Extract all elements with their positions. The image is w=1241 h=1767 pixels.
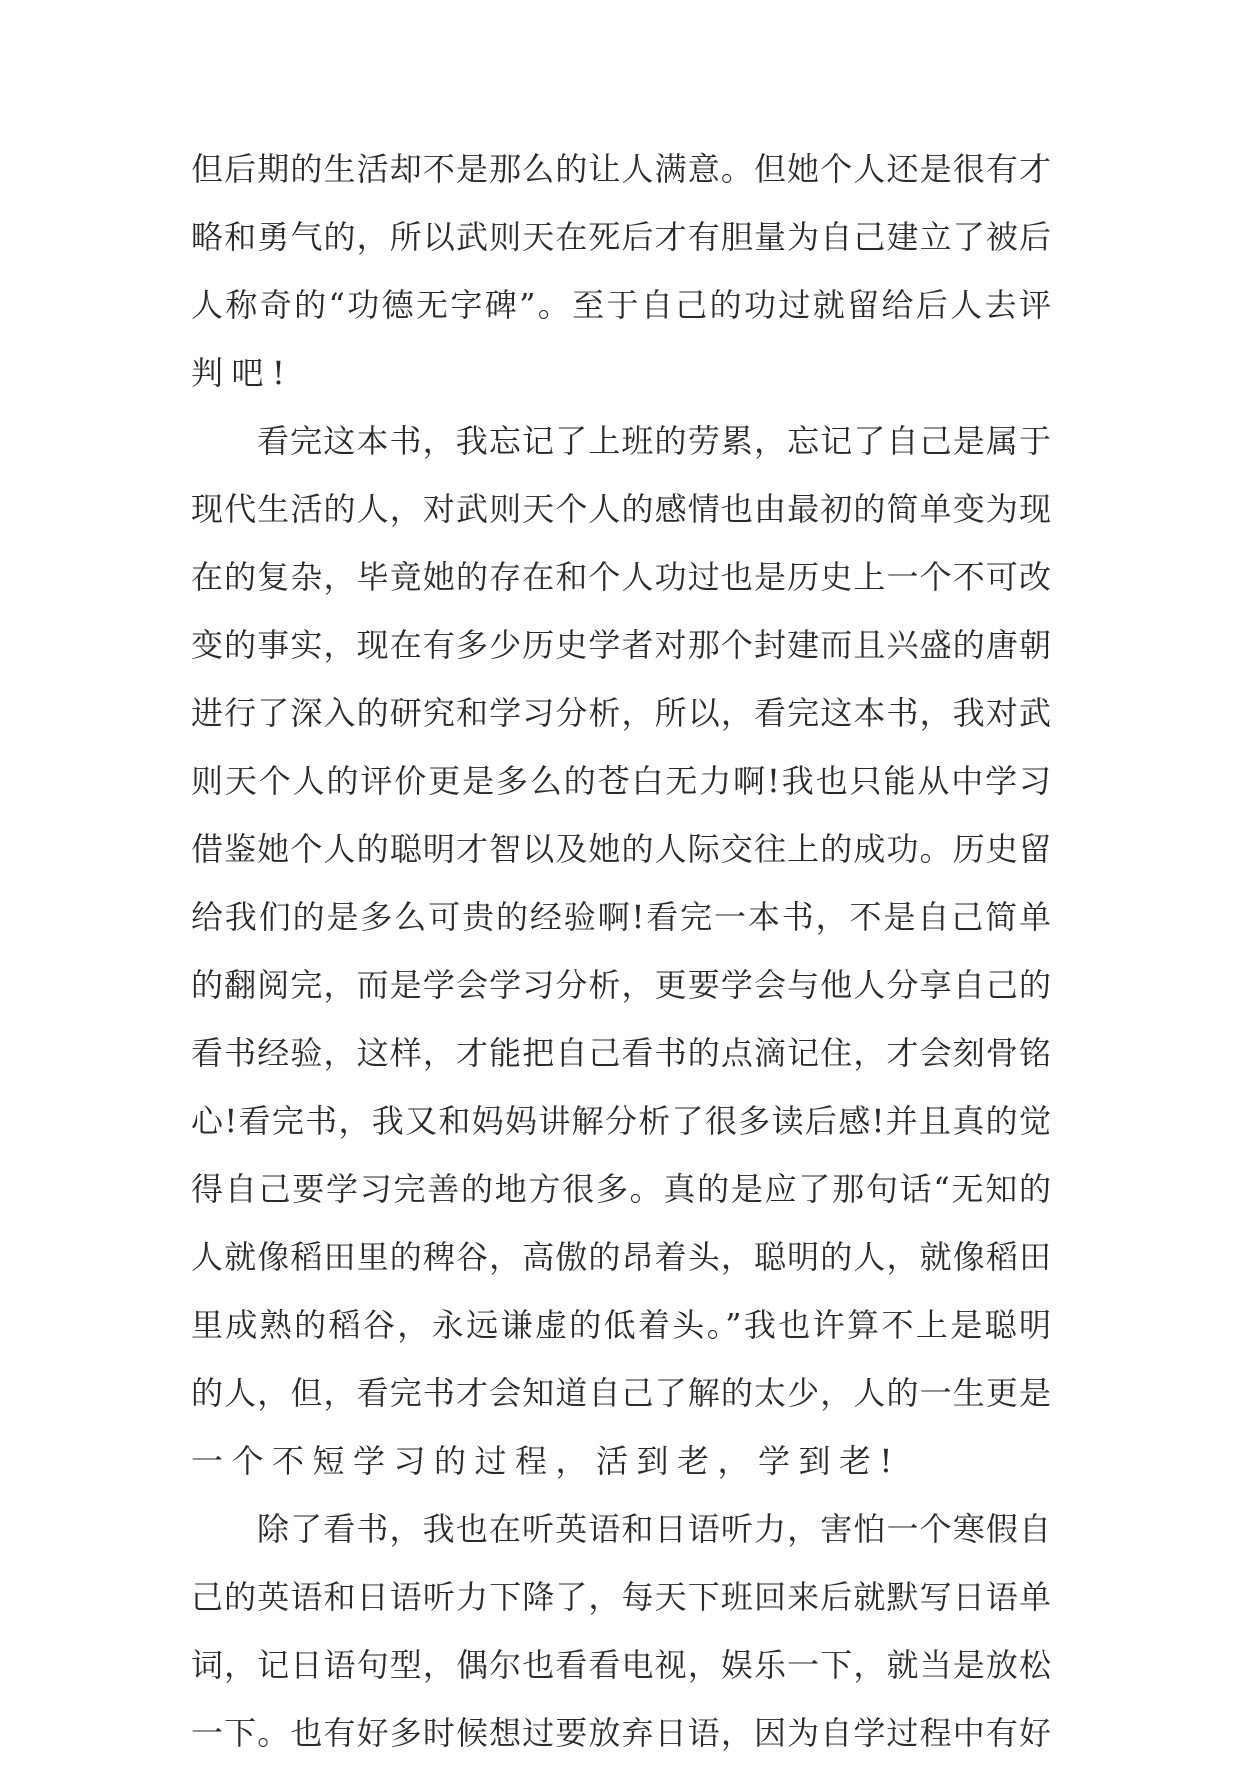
text-line: 但后期的生活却不是那么的让人满意。但她个人还是很有才 <box>191 150 1051 188</box>
text-line: 得自己要学习完善的地方很多。真的是应了那句话“无知的 <box>191 1170 1051 1208</box>
text-line: 里成熟的稻谷，永远谦虚的低着头。”我也许算不上是聪明 <box>191 1306 1051 1344</box>
text-line: 己的英语和日语听力下降了，每天下班回来后就默写日语单 <box>191 1578 1051 1616</box>
text-line: 变的事实，现在有多少历史学者对那个封建而且兴盛的唐朝 <box>191 626 1051 664</box>
text-line: 的人，但，看完书才会知道自己了解的太少，人的一生更是 <box>191 1374 1051 1412</box>
text-line: 心!看完书，我又和妈妈讲解分析了很多读后感!并且真的觉 <box>191 1102 1051 1140</box>
text-line: 一下。也有好多时候想过要放弃日语，因为自学过程中有好 <box>191 1714 1051 1752</box>
text-line: 看书经验，这样，才能把自己看书的点滴记住，才会刻骨铭 <box>191 1034 1051 1072</box>
body-text <box>191 135 1051 1767</box>
text-line: 词，记日语句型，偶尔也看看电视，娱乐一下，就当是放松 <box>191 1646 1051 1684</box>
paragraph-start-line: 看完这本书，我忘记了上班的劳累，忘记了自己是属于 <box>257 422 1051 460</box>
text-line: 给我们的是多么可贵的经验啊!看完一本书，不是自己简单 <box>191 898 1051 936</box>
text-line: 借鉴她个人的聪明才智以及她的人际交往上的成功。历史留 <box>191 830 1051 868</box>
text-line: 人称奇的“功德无字碑”。至于自己的功过就留给后人去评 <box>191 286 1051 324</box>
text-line: 则天个人的评价更是多么的苍白无力啊!我也只能从中学习 <box>191 762 1051 800</box>
text-line: 进行了深入的研究和学习分析，所以，看完这本书，我对武 <box>191 694 1051 732</box>
paragraph-start-line: 除了看书，我也在听英语和日语听力，害怕一个寒假自 <box>257 1510 1051 1548</box>
text-line: 略和勇气的，所以武则天在死后才有胆量为自己建立了被后 <box>191 218 1051 256</box>
text-line: 的翻阅完，而是学会学习分析，更要学会与他人分享自己的 <box>191 966 1051 1004</box>
text-line: 人就像稻田里的稗谷，高傲的昂着头，聪明的人，就像稻田 <box>191 1238 1051 1276</box>
text-line: 一个不短学习的过程，活到老，学到老! <box>191 1442 901 1480</box>
text-line: 现代生活的人，对武则天个人的感情也由最初的简单变为现 <box>191 490 1051 528</box>
text-line: 判吧! <box>191 354 294 392</box>
text-line: 在的复杂，毕竟她的存在和个人功过也是历史上一个不可改 <box>191 558 1051 596</box>
